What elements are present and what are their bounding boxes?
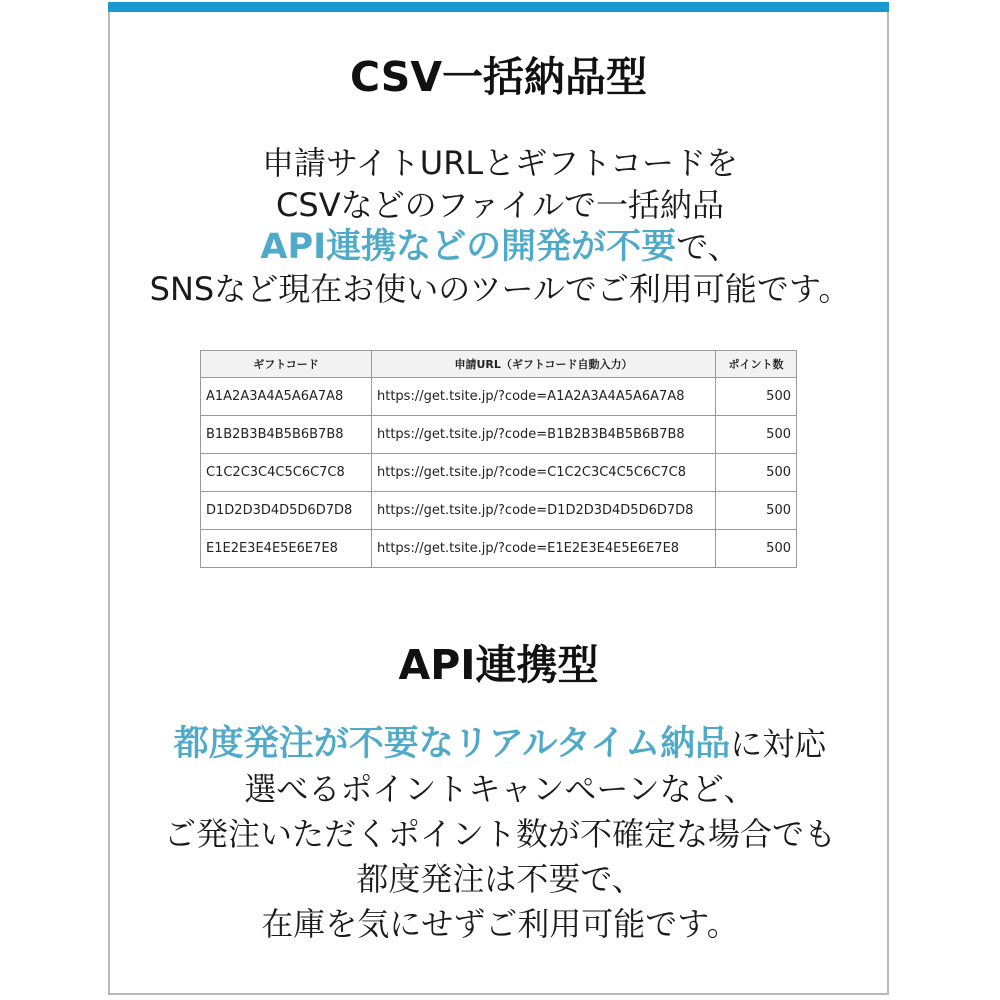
points-cell: 500: [716, 492, 797, 530]
table-header-row: [201, 351, 797, 378]
gift-code-cell: E1E2E3E4E5E6E7E8: [201, 530, 372, 568]
api-description-line: [0, 857, 1000, 902]
api-section-description: [0, 722, 1000, 947]
table-row: [201, 378, 797, 416]
application-url-cell: https://get.tsite.jp/?code=E1E2E3E4E5E6E7E8: [372, 530, 716, 568]
column-header-points: ポイント数: [716, 351, 797, 378]
csv-description-highlight-text: API連携などの開発が不要: [260, 227, 677, 267]
csv-description-text: で、: [676, 228, 740, 266]
application-url-cell: https://get.tsite.jp/?code=C1C2C3C4C5C6C7C8: [372, 454, 716, 492]
points-cell: 500: [716, 530, 797, 568]
api-description-line: [0, 722, 1000, 767]
points-cell: 500: [716, 378, 797, 416]
api-section-title: API連携型: [398, 641, 599, 689]
csv-description-text: 申請サイトURLとギフトコードを: [262, 144, 738, 182]
csv-section-title: CSV一括納品型: [349, 53, 648, 101]
table-row: [201, 530, 797, 568]
api-description-text: に対応: [730, 725, 827, 763]
csv-description-text: CSVなどのファイルで一括納品: [276, 186, 724, 224]
top-accent-bar: [108, 2, 889, 12]
csv-description-line: [0, 184, 1000, 226]
csv-description-line: [0, 142, 1000, 184]
csv-description-line: [0, 226, 1000, 268]
csv-section-description: [0, 142, 1000, 310]
gift-code-cell: B1B2B3B4B5B6B7B8: [201, 416, 372, 454]
api-description-line: [0, 812, 1000, 857]
points-cell: 500: [716, 416, 797, 454]
gift-code-cell: D1D2D3D4D5D6D7D8: [201, 492, 372, 530]
api-description-line: [0, 767, 1000, 812]
table-row: [201, 492, 797, 530]
column-header-gift-code: ギフトコード: [201, 351, 372, 378]
column-header-application-url: 申請URL（ギフトコード自動入力）: [372, 351, 716, 378]
api-description-text: ご発注いただくポイント数が不確定な場合でも: [163, 815, 836, 853]
gift-code-cell: A1A2A3A4A5A6A7A8: [201, 378, 372, 416]
api-description-line: [0, 902, 1000, 947]
application-url-cell: https://get.tsite.jp/?code=B1B2B3B4B5B6B7B8: [372, 416, 716, 454]
api-description-text: 選べるポイントキャンペーンなど、: [244, 770, 756, 808]
csv-sample-table: [200, 350, 797, 568]
csv-description-text: SNSなど現在お使いのツールでご利用可能です。: [149, 270, 851, 308]
application-url-cell: https://get.tsite.jp/?code=A1A2A3A4A5A6A7A8: [372, 378, 716, 416]
api-description-text: 都度発注は不要で、: [356, 860, 644, 898]
points-cell: 500: [716, 454, 797, 492]
application-url-cell: https://get.tsite.jp/?code=D1D2D3D4D5D6D7D8: [372, 492, 716, 530]
table-row: [201, 416, 797, 454]
csv-description-line: [0, 268, 1000, 310]
gift-code-cell: C1C2C3C4C5C6C7C8: [201, 454, 372, 492]
api-description-text: 在庫を気にせずご利用可能です。: [261, 905, 739, 943]
api-description-highlight-text: 都度発注が不要なリアルタイム納品: [173, 724, 731, 764]
table-row: [201, 454, 797, 492]
